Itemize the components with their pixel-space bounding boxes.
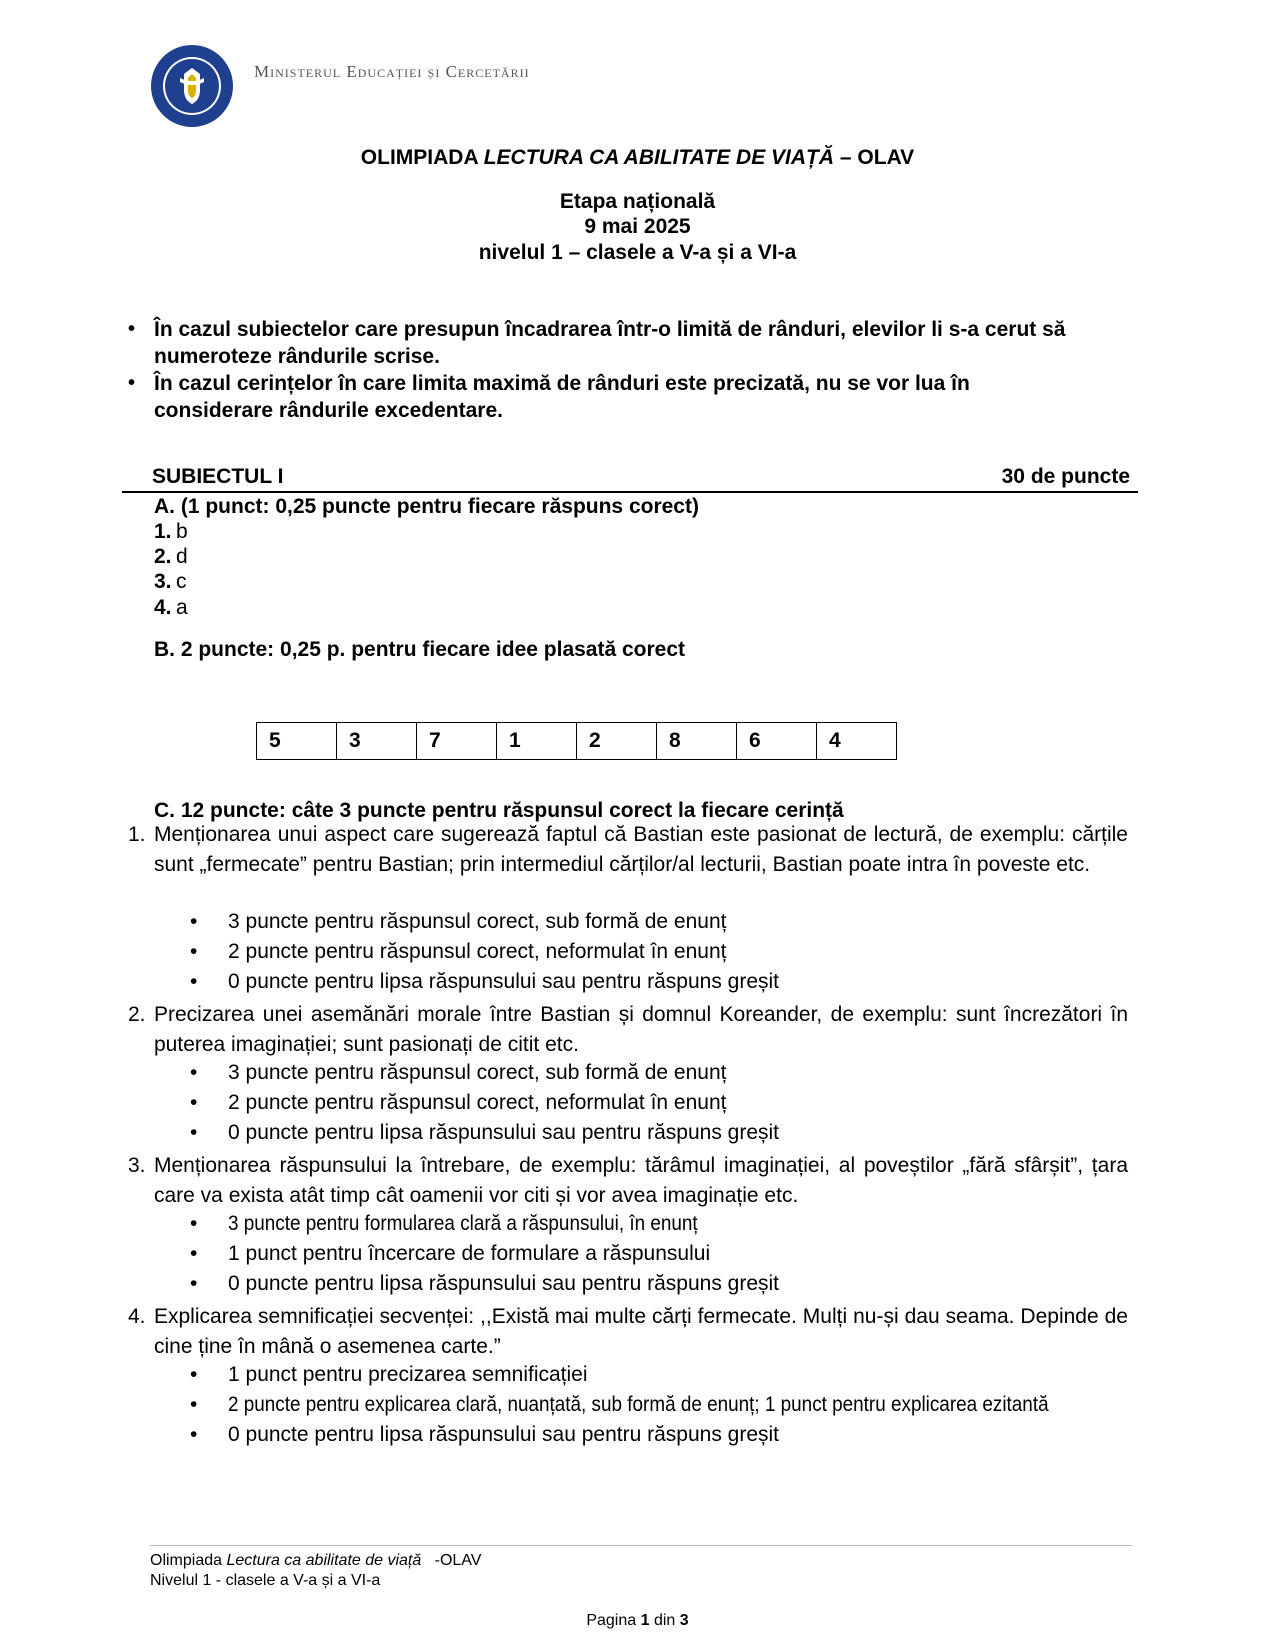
subject-header xyxy=(122,465,1138,493)
page-label: Pagina xyxy=(586,1612,641,1629)
bullet-icon: • xyxy=(128,318,136,340)
requirement-text: Precizarea unei asemănări morale între Bastian și domnul Koreander, de exemplu: sunt încrezători în puterea imaginației; sunt pasionați de citit etc. xyxy=(154,1003,1128,1056)
bullet-icon: • xyxy=(190,1212,198,1235)
answer-row xyxy=(154,520,188,544)
bullet-icon: • xyxy=(190,910,198,933)
stage-label: Etapa națională xyxy=(559,190,716,213)
order-cell: 8 xyxy=(657,723,737,760)
bullet-icon: • xyxy=(190,970,198,993)
answer-number: 2. xyxy=(154,545,172,568)
note-text: În cazul subiectelor care presupun încadrarea într-o limită de rânduri, elevilor li s-a cerut să numeroteze rândurile scrise. xyxy=(154,318,1066,368)
criterion-text: 0 puncte pentru lipsa răspunsului sau pentru răspuns greșit xyxy=(228,1423,780,1446)
bullet-icon: • xyxy=(128,372,136,394)
bullet-icon: • xyxy=(190,1363,198,1386)
note-text: În cazul cerințelor în care limita maximă de rânduri este precizată, nu se vor lua în considerare rândurile excedentare. xyxy=(154,372,970,422)
note-item xyxy=(128,370,1088,424)
requirement-number: 3. xyxy=(128,1154,146,1177)
criterion-item xyxy=(190,1242,710,1266)
footer-divider xyxy=(150,1545,1132,1546)
criterion-item xyxy=(190,1272,779,1296)
answer-row xyxy=(154,570,187,594)
criterion-text: 3 puncte pentru formularea clară a răspunsului, în enunț xyxy=(228,1212,698,1235)
page-number xyxy=(0,1612,1275,1630)
footer-italic: Lectura ca abilitate de viață xyxy=(226,1552,422,1569)
subject-points: 30 de puncte xyxy=(1001,465,1130,488)
bullet-icon: • xyxy=(190,1242,198,1265)
criterion-item xyxy=(190,1423,779,1447)
note-item xyxy=(128,316,1088,370)
page-of: din xyxy=(649,1612,680,1629)
criterion-item xyxy=(190,1061,726,1085)
level-label: nivelul 1 – clasele a V-a și a VI-a xyxy=(478,241,797,264)
bullet-icon: • xyxy=(190,1393,198,1416)
answer-number: 3. xyxy=(154,570,172,593)
order-cell: 4 xyxy=(817,723,897,760)
requirement-text: Menționarea unui aspect care sugerează faptul că Bastian este pasionat de lectură, de exemplu: cărțile sunt „fermecate” pentru Bastian; prin intermediul cărților/al lecturii, Bastian poate intra în poveste etc. xyxy=(154,823,1128,876)
order-cell: 7 xyxy=(417,723,497,760)
government-seal-logo xyxy=(150,44,234,128)
subject-label: SUBIECTUL I xyxy=(152,465,284,488)
criterion-item xyxy=(190,1393,1140,1417)
order-row xyxy=(257,723,897,760)
requirement-item xyxy=(128,1000,1128,1060)
requirement-item xyxy=(128,820,1128,880)
answer-value: c xyxy=(176,570,187,593)
criterion-text: 3 puncte pentru răspunsul corect, sub formă de enunț xyxy=(228,1061,727,1084)
requirement-number: 1. xyxy=(128,823,146,846)
bullet-icon: • xyxy=(190,1091,198,1114)
criterion-text: 0 puncte pentru lipsa răspunsului sau pentru răspuns greșit xyxy=(228,970,780,993)
section-b-heading: B. 2 puncte: 0,25 p. pentru fiecare idee plasată corect xyxy=(154,638,686,661)
section-c-heading: C. 12 puncte: câte 3 puncte pentru răspunsul corect la fiecare cerință xyxy=(154,799,844,822)
bullet-icon: • xyxy=(190,940,198,963)
order-table xyxy=(256,722,897,760)
bullet-icon: • xyxy=(190,1272,198,1295)
order-cell: 2 xyxy=(577,723,657,760)
requirement-number: 4. xyxy=(128,1305,146,1328)
answer-value: d xyxy=(176,545,188,568)
footer-line-1 xyxy=(150,1552,481,1570)
criterion-text: 0 puncte pentru lipsa răspunsului sau pentru răspuns greșit xyxy=(228,1272,780,1295)
title-italic: LECTURA CA ABILITATE DE VIAȚĂ xyxy=(483,146,835,169)
document-title xyxy=(0,146,1275,170)
criterion-text: 2 puncte pentru răspunsul corect, neformulat în enunț xyxy=(228,1091,727,1114)
requirement-item xyxy=(128,1151,1128,1211)
requirement-text: Explicarea semnificației secvenței: ,,Există mai multe cărți fermecate. Mulți nu-și dau seama. Depinde de cine ține în mână o asemenea carte.” xyxy=(154,1305,1128,1358)
answer-value: b xyxy=(176,520,188,543)
bullet-icon: • xyxy=(190,1061,198,1084)
order-cell: 1 xyxy=(497,723,577,760)
criterion-item xyxy=(190,940,726,964)
criterion-item xyxy=(190,1212,750,1236)
criterion-text: 3 puncte pentru răspunsul corect, sub formă de enunț xyxy=(228,910,727,933)
ministry-name: Ministerul Educației și Cercetării xyxy=(254,62,530,81)
footer-prefix: Olimpiada xyxy=(150,1552,227,1569)
footer-suffix: -OLAV xyxy=(421,1552,482,1569)
answer-number: 4. xyxy=(154,596,172,619)
criterion-item xyxy=(190,1363,588,1387)
footer-line-2: Nivelul 1 - clasele a V-a și a VI-a xyxy=(150,1572,381,1589)
requirement-number: 2. xyxy=(128,1003,146,1026)
criterion-text: 1 punct pentru încercare de formulare a răspunsului xyxy=(228,1242,711,1265)
criterion-text: 2 puncte pentru explicarea clară, nuanțată, sub formă de enunț; 1 punct pentru explicarea ezitantă xyxy=(228,1393,1049,1416)
answer-row xyxy=(154,545,188,569)
answer-value: a xyxy=(176,596,188,619)
bullet-icon: • xyxy=(190,1121,198,1144)
requirement-item xyxy=(128,1302,1128,1362)
section-a-heading: A. (1 punct: 0,25 puncte pentru fiecare răspuns corect) xyxy=(154,495,699,518)
criterion-text: 0 puncte pentru lipsa răspunsului sau pentru răspuns greșit xyxy=(228,1121,780,1144)
order-cell: 5 xyxy=(257,723,337,760)
page-current: 1 xyxy=(640,1612,650,1629)
answer-row xyxy=(154,596,188,620)
answer-number: 1. xyxy=(154,520,172,543)
criterion-item xyxy=(190,1121,779,1145)
order-cell: 3 xyxy=(337,723,417,760)
criterion-text: 1 punct pentru precizarea semnificației xyxy=(228,1363,588,1386)
requirement-text: Menționarea răspunsului la întrebare, de exemplu: tărâmul imaginației, al poveștilor „fără sfârșit”, țara care va exista atât timp cât oamenii vor citi și vor avea imaginație etc. xyxy=(154,1154,1128,1207)
page-total: 3 xyxy=(679,1612,689,1629)
criterion-item xyxy=(190,1091,726,1115)
title-prefix: OLIMPIADA xyxy=(360,146,484,169)
bullet-icon: • xyxy=(190,1423,198,1446)
criterion-text: 2 puncte pentru răspunsul corect, neformulat în enunț xyxy=(228,940,727,963)
criterion-item xyxy=(190,910,726,934)
criterion-item xyxy=(190,970,779,994)
exam-date: 9 mai 2025 xyxy=(584,215,691,238)
title-suffix: – OLAV xyxy=(834,146,915,169)
order-cell: 6 xyxy=(737,723,817,760)
